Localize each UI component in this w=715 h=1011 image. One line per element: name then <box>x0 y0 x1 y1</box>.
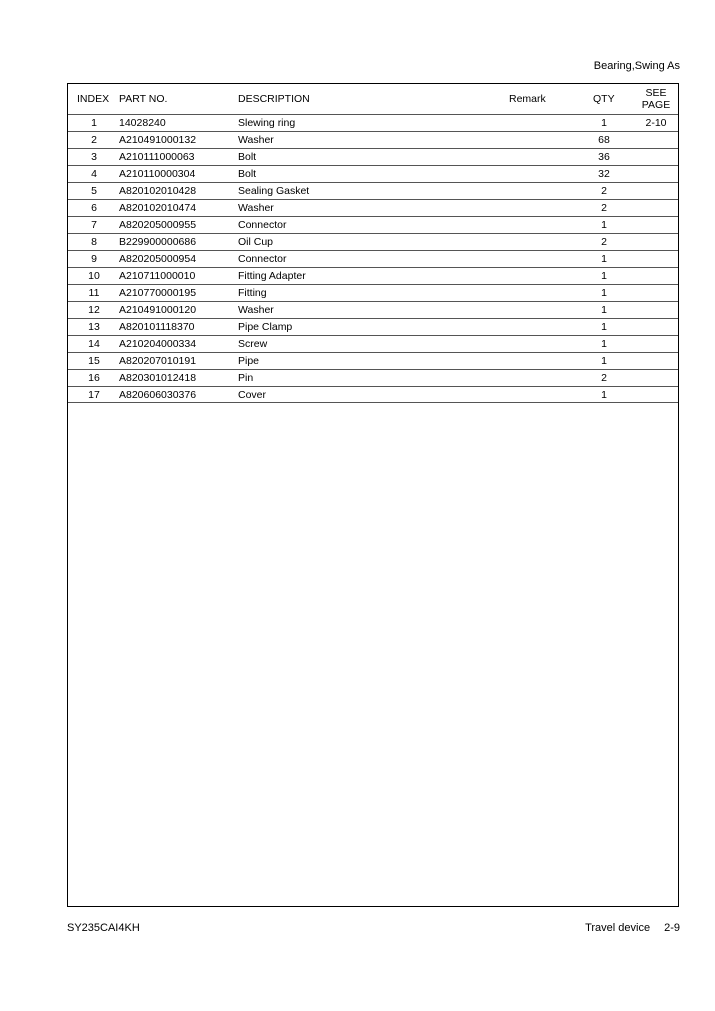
header-part-no: PART NO. <box>119 93 168 105</box>
cell-description: Fitting Adapter <box>238 270 306 282</box>
cell-part-no: 14028240 <box>119 117 166 129</box>
table-row <box>68 369 678 386</box>
header-see-line2: PAGE <box>641 99 671 111</box>
cell-description: Pin <box>238 372 254 384</box>
cell-index: 4 <box>91 168 97 180</box>
footer-page-number: 2-9 <box>664 922 680 934</box>
cell-qty: 36 <box>598 151 610 163</box>
cell-index: 2 <box>91 134 97 146</box>
cell-index: 14 <box>88 338 100 350</box>
cell-index: 9 <box>91 253 97 265</box>
table-row <box>68 131 678 148</box>
table-row <box>68 148 678 165</box>
cell-description: Washer <box>238 202 274 214</box>
cell-description: Fitting <box>238 287 267 299</box>
footer-model: SY235CAI4KH <box>67 922 140 934</box>
cell-qty: 32 <box>598 168 610 180</box>
table-row <box>68 335 678 352</box>
cell-qty: 2 <box>601 202 607 214</box>
cell-part-no: A210770000195 <box>119 287 197 299</box>
cell-description: Screw <box>238 338 268 350</box>
cell-description: Sealing Gasket <box>238 185 310 197</box>
header-qty: QTY <box>593 93 615 105</box>
cell-part-no: A210110000304 <box>119 168 196 180</box>
cell-qty: 2 <box>601 236 607 248</box>
cell-qty: 1 <box>601 117 607 129</box>
table-row <box>68 182 678 199</box>
cell-part-no: A820205000954 <box>119 253 197 265</box>
table-row <box>68 233 678 250</box>
header-remark: Remark <box>509 93 546 105</box>
table-row <box>68 352 678 369</box>
header-index: INDEX <box>77 93 110 105</box>
header-see-line1: SEE <box>645 87 667 99</box>
cell-description: Pipe Clamp <box>238 321 293 333</box>
cell-description: Bolt <box>238 168 257 180</box>
cell-index: 1 <box>91 117 97 129</box>
cell-index: 5 <box>91 185 97 197</box>
cell-index: 17 <box>88 389 100 401</box>
cell-qty: 1 <box>601 287 607 299</box>
cell-index: 6 <box>91 202 97 214</box>
footer-right <box>585 922 680 934</box>
table-row <box>68 386 678 403</box>
cell-index: 8 <box>91 236 97 248</box>
cell-index: 11 <box>88 287 100 299</box>
cell-qty: 2 <box>601 372 607 384</box>
cell-description: Connector <box>238 253 287 265</box>
cell-part-no: A820102010474 <box>119 202 197 214</box>
cell-description: Connector <box>238 219 287 231</box>
cell-qty: 2 <box>601 185 607 197</box>
cell-part-no: B229900000686 <box>119 236 197 248</box>
cell-qty: 1 <box>601 253 607 265</box>
header-description: DESCRIPTION <box>238 93 310 105</box>
cell-description: Washer <box>238 134 274 146</box>
table-body <box>68 114 678 403</box>
table-header <box>68 84 678 114</box>
cell-qty: 1 <box>601 304 607 316</box>
cell-index: 13 <box>88 321 100 333</box>
cell-qty: 1 <box>601 270 607 282</box>
cell-description: Bolt <box>238 151 257 163</box>
cell-qty: 1 <box>601 219 607 231</box>
footer-section: Travel device <box>585 922 651 934</box>
cell-index: 7 <box>91 219 97 231</box>
cell-description: Pipe <box>238 355 260 367</box>
cell-description: Slewing ring <box>238 117 296 129</box>
cell-part-no: A210111000063 <box>119 151 195 163</box>
cell-qty: 1 <box>601 338 607 350</box>
cell-description: Washer <box>238 304 274 316</box>
cell-part-no: A210204000334 <box>119 338 197 350</box>
cell-qty: 1 <box>601 355 607 367</box>
cell-part-no: A210491000132 <box>119 134 197 146</box>
cell-qty: 1 <box>601 321 607 333</box>
table-row <box>68 199 678 216</box>
cell-index: 3 <box>91 151 97 163</box>
table-row <box>68 284 678 301</box>
cell-part-no: A210711000010 <box>119 270 196 282</box>
cell-see-page: 2-10 <box>645 117 667 129</box>
table-row <box>68 267 678 284</box>
cell-index: 10 <box>88 270 100 282</box>
page-title: Bearing,Swing As <box>593 60 680 72</box>
table-row <box>68 216 678 233</box>
cell-part-no: A820301012418 <box>119 372 197 384</box>
cell-index: 15 <box>88 355 100 367</box>
cell-index: 16 <box>88 372 100 384</box>
header-see-page <box>636 87 676 111</box>
cell-part-no: A820205000955 <box>119 219 197 231</box>
cell-part-no: A820207010191 <box>119 355 197 367</box>
parts-table <box>67 83 679 907</box>
table-row <box>68 165 678 182</box>
table-row <box>68 318 678 335</box>
table-row <box>68 301 678 318</box>
cell-description: Cover <box>238 389 267 401</box>
cell-description: Oil Cup <box>238 236 274 248</box>
cell-part-no: A820606030376 <box>119 389 197 401</box>
table-row <box>68 114 678 131</box>
cell-index: 12 <box>88 304 100 316</box>
table-row <box>68 250 678 267</box>
cell-qty: 1 <box>601 389 607 401</box>
cell-part-no: A820102010428 <box>119 185 197 197</box>
cell-part-no: A210491000120 <box>119 304 197 316</box>
cell-qty: 68 <box>598 134 610 146</box>
cell-part-no: A820101118370 <box>119 321 195 333</box>
